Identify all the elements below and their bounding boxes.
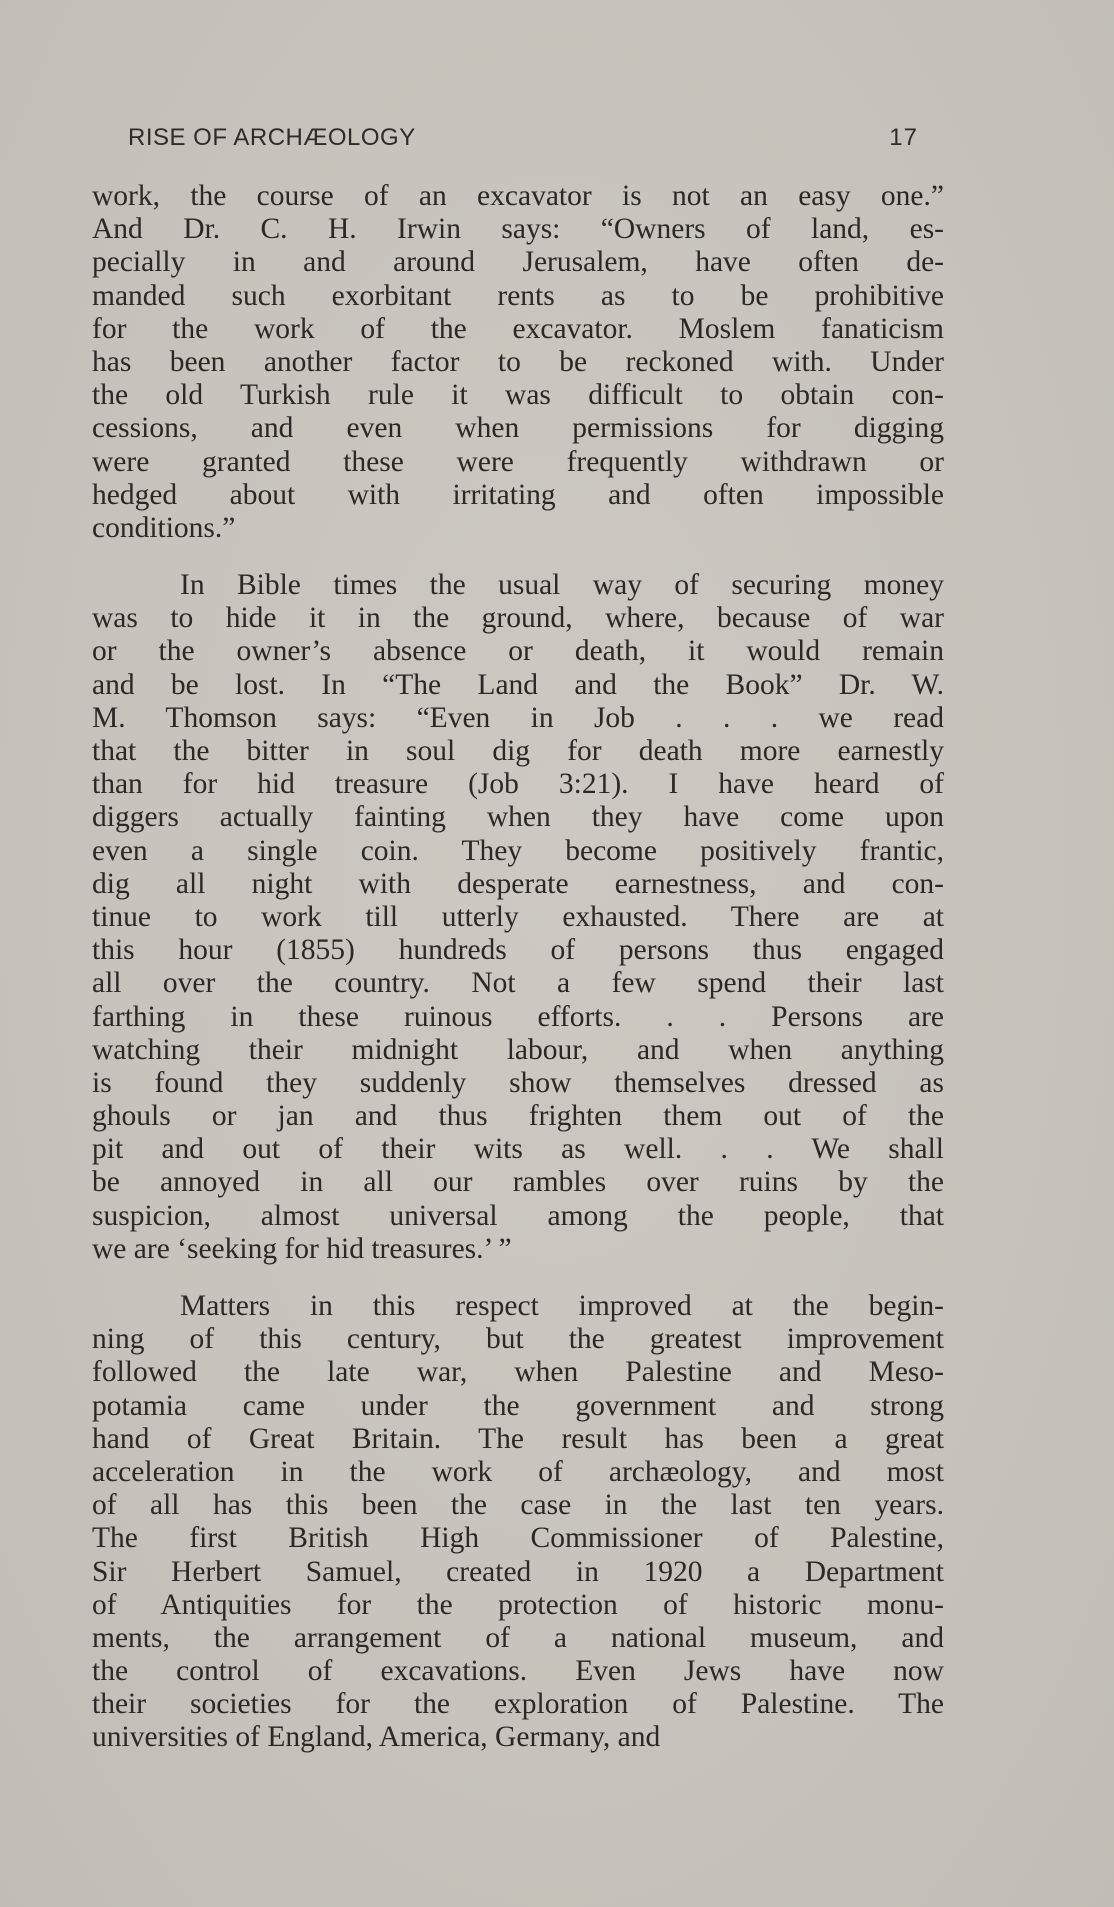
text-line: manded such exorbitant rents as to be prohibitive xyxy=(92,279,944,312)
text-line: this hour (1855) hundreds of persons thus engaged xyxy=(92,934,944,967)
text-line: watching their midnight labour, and when anything xyxy=(92,1033,944,1066)
text-line: acceleration in the work of archæology, and most xyxy=(92,1455,944,1488)
text-line: The first British High Commissioner of Palestine, xyxy=(92,1522,944,1555)
text-line: In Bible times the usual way of securing money xyxy=(180,569,944,602)
text-line: their societies for the exploration of Palestine. The xyxy=(92,1688,944,1721)
paragraph-gap xyxy=(92,1266,944,1290)
text-line: has been another factor to be reckoned with. Under xyxy=(92,345,944,378)
text-line: potamia came under the government and strong xyxy=(92,1389,944,1422)
text-line: the old Turkish rule it was difficult to obtain con- xyxy=(92,379,944,412)
text-line: that the bitter in soul dig for death more earnestly xyxy=(92,735,944,767)
page-number: 17 xyxy=(889,124,918,151)
text-line: work, the course of an excavator is not an easy one.” xyxy=(92,180,944,212)
body-text xyxy=(92,180,944,1755)
text-line: dig all night with desperate earnestness, and con- xyxy=(92,867,944,900)
paragraph xyxy=(92,1290,944,1755)
text-line: ning of this century, but the greatest improvement xyxy=(92,1323,944,1356)
text-line: is found they suddenly show themselves dressed as xyxy=(92,1066,944,1099)
text-line: universities of England, America, Germany, and xyxy=(92,1721,661,1754)
text-line: tinue to work till utterly exhausted. There are at xyxy=(92,900,944,933)
text-line: or the owner’s absence or death, it would remain xyxy=(92,635,944,668)
text-line: the control of excavations. Even Jews have now xyxy=(92,1655,944,1688)
text-line: pecially in and around Jerusalem, have often de- xyxy=(92,246,944,279)
text-line: suspicion, almost universal among the people, that xyxy=(92,1199,944,1232)
text-line: was to hide it in the ground, where, because of war xyxy=(92,602,944,635)
text-line: hand of Great Britain. The result has been a great xyxy=(92,1422,944,1455)
text-line: of Antiquities for the protection of historic monu- xyxy=(92,1588,944,1621)
text-line: Sir Herbert Samuel, created in 1920 a Department xyxy=(92,1555,944,1588)
text-line: And Dr. C. H. Irwin says: “Owners of land, es- xyxy=(92,213,944,246)
text-line: of all has this been the case in the last ten years. xyxy=(92,1489,944,1522)
text-line: than for hid treasure (Job 3:21). I have heard of xyxy=(92,768,944,801)
text-line: all over the country. Not a few spend their last xyxy=(92,967,944,1000)
text-line: conditions.” xyxy=(92,511,236,544)
text-line: be annoyed in all our rambles over ruins by the xyxy=(92,1166,944,1199)
running-head xyxy=(128,124,918,158)
text-line: even a single coin. They become positively frantic, xyxy=(92,834,944,867)
text-line: farthing in these ruinous efforts. . . Persons are xyxy=(92,1000,944,1033)
text-line: for the work of the excavator. Moslem fanaticism xyxy=(92,312,944,345)
text-line: were granted these were frequently withdrawn or xyxy=(92,445,944,478)
paragraph xyxy=(92,569,944,1266)
text-line: Matters in this respect improved at the begin- xyxy=(180,1290,944,1322)
text-line: cessions, and even when permissions for digging xyxy=(92,412,944,445)
text-line: ghouls or jan and thus frighten them out of the xyxy=(92,1100,944,1133)
paragraph xyxy=(92,180,944,545)
text-line: followed the late war, when Palestine and Meso- xyxy=(92,1356,944,1389)
paragraph-gap xyxy=(92,545,944,569)
text-line: ments, the arrangement of a national museum, and xyxy=(92,1621,944,1654)
text-line: pit and out of their wits as well. . . We shall xyxy=(92,1133,944,1166)
text-line: diggers actually fainting when they have come upon xyxy=(92,801,944,834)
text-line: hedged about with irritating and often impossible xyxy=(92,478,944,511)
text-line: we are ‘seeking for hid treasures.’ ” xyxy=(92,1232,512,1265)
running-title: RISE OF ARCHÆOLOGY xyxy=(128,124,416,151)
text-line: M. Thomson says: “Even in Job . . . we read xyxy=(92,701,944,734)
text-line: and be lost. In “The Land and the Book” Dr. W. xyxy=(92,668,944,701)
